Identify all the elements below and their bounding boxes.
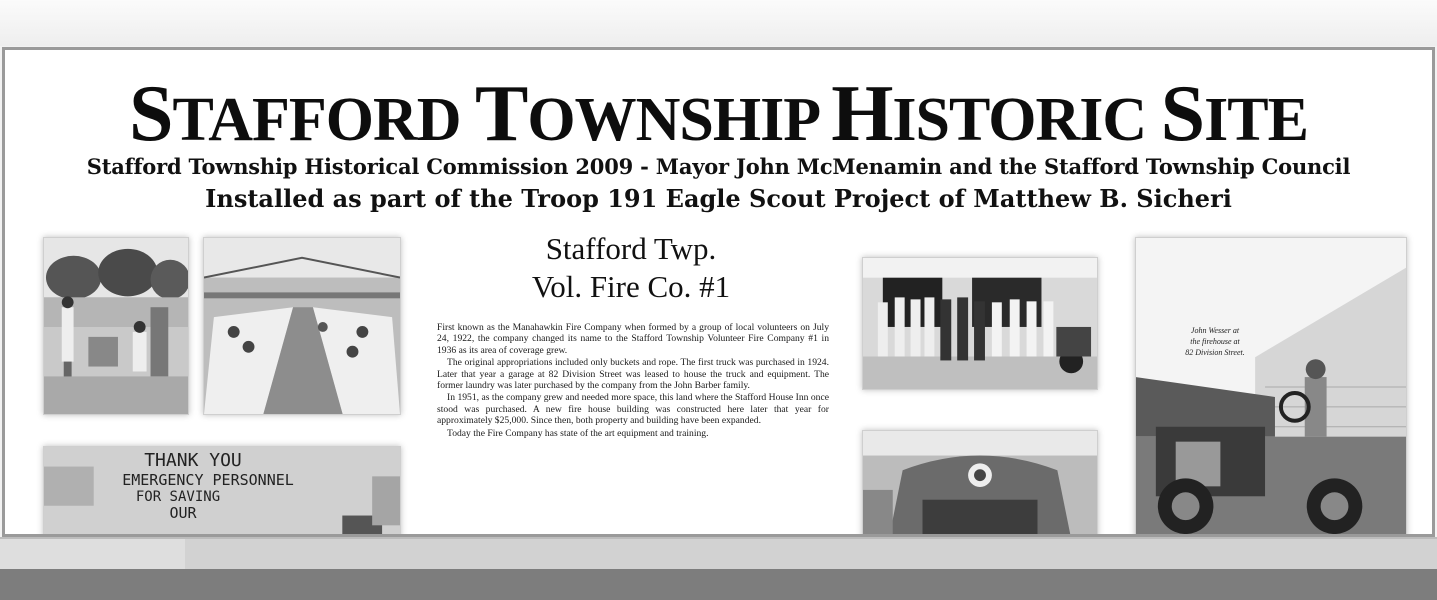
article-heading-line-2: Vol. Fire Co. #1 [531,269,731,304]
article-paragraph: The original appropriations included only buckets and rope. The first truck was purchased in 1924. Later that year a garage at 82 Division Street was leased to house the truck and equipment. The former laundry was later purchased by the company from the John Barber family. [437,357,829,392]
caption-line-1: John Wesser at [1190,326,1240,335]
photo-outdoor-group [43,237,189,415]
bottom-band-lip [0,537,1437,539]
caption-line-3: 82 Division Street. [1185,348,1245,357]
article-heading [435,230,827,306]
thank-you-sign-text [44,451,401,521]
photo-fire-truck-front [862,430,1098,537]
title-initial-t: T [475,70,528,158]
thank-you-line-3: FOR SAVING [135,489,221,505]
sign-subtitle-eagle-scout: Installed as part of the Troop 191 Eagle Scout Project of Matthew B. Sicheri [205,184,1232,213]
photo-antique-fire-truck [1135,237,1407,537]
bottom-band [0,537,1437,569]
title-word-historic: ISTORIC [892,86,1161,154]
bottom-band-highlight [0,539,185,569]
sign-title [5,72,1432,162]
photo-caption [1160,325,1270,358]
photo-banquet-hall [203,237,401,415]
article-paragraph: First known as the Manahawkin Fire Company when formed by a group of local volunteers on July 24, 1922, the company changed its name to the Stafford Township Volunteer Fire Company #1 in 1936 as its area of coverage grew. [437,322,829,356]
photo-firemen-group [862,257,1098,390]
title-word-stafford: TAFFORD [172,86,476,154]
article-heading-line-1: Stafford Twp. [545,231,717,266]
bottom-bar [0,569,1437,600]
title-word-site: ITE [1204,86,1309,154]
article-body [437,322,829,537]
title-word-township: OWNSHIP [527,86,832,154]
photo-thank-you-sign [43,446,401,537]
caption-line-2: the firehouse at [1190,337,1240,346]
article-paragraph: Today the Fire Company has state of the art equipment and training. [447,427,709,439]
thank-you-line-1: THANK YOU [144,450,242,471]
article-paragraph: In 1951, as the company grew and needed more space, this land where the Stafford House Inn once stood was purchased. A new fire house building was constructed here later that year for approximately $25,000. Since then, both property and building have been expanded. [437,392,829,427]
title-initial-s2: S [1160,70,1205,158]
thank-you-line-4: OUR [169,504,197,522]
historic-site-sign [2,47,1435,537]
thank-you-line-2: EMERGENCY PERSONNEL [122,471,294,489]
background-strip [0,0,1437,46]
title-initial-s: S [128,70,173,158]
sign-subtitle-commission: Stafford Township Historical Commission 2009 - Mayor John McMenamin and the Stafford Township Council [86,154,1351,179]
title-initial-h: H [831,70,893,158]
